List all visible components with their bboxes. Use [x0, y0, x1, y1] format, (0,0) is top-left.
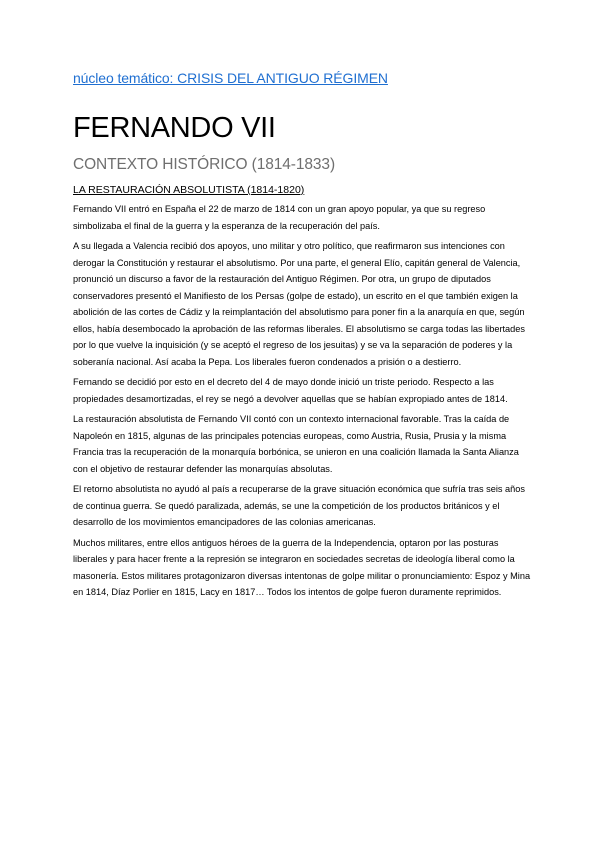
- paragraph: La restauración absolutista de Fernando VII contó con un contexto internacional favorable. Tras la caída de Napoleón en 1815, algunas de las principales potencias europeas, como Austria, Rusia, Prusia y la misma Francia tras la recuperación de la monarquía borbónica, se unieron en una coalición llamada la Santa Alianza con el objetivo de restaurar defender las monarquías absolutas.: [73, 414, 519, 474]
- paragraph: A su llegada a Valencia recibió dos apoyos, uno militar y otro político, que reafirmaron sus intenciones con derogar la Constitución y restaurar el absolutismo. Por una parte, el general Elío, capitán general de Valencia, pronunció un discurso a favor de la restauración del Antiguo Régimen. Por otra, un grupo de diputados conservadores presentó el Manifiesto de los Persas (golpe de estado), un escrito en el que también exigen la abolición de las cortes de Cádiz y la reimplantación del absolutismo para poner fin a la anarquía en que, según ellos, había desembocado la aprobación de las reformas liberales. El absolutismo se carga todas las libertades por lo que vuelve la inquisición (y se aceptó el regreso de los jesuitas) y se va la separación de poderes y la soberanía nacional. Así acaba la Pepa. Los liberales fueron condenados a prisión o a destierro.: [73, 241, 525, 367]
- context-heading: CONTEXTO HISTÓRICO (1814-1833): [73, 156, 336, 173]
- body-text: [73, 201, 533, 605]
- section-heading: LA RESTAURACIÓN ABSOLUTISTA (1814-1820): [73, 184, 305, 196]
- paragraph: Fernando VII entró en España el 22 de marzo de 1814 con un gran apoyo popular, ya que su regreso simbolizaba el final de la guerra y la esperanza de la recuperación del país.: [73, 204, 486, 231]
- paragraph: Muchos militares, entre ellos antiguos héroes de la guerra de la Independencia, optaron por las posturas liberales y para hacer frente a la represión se integraron en sociedades secretas de ideología liberal como la masonería. Estos militares protagonizaron diversas intentonas de golpe militar o pronunciamiento: Espoz y Mina en 1814, Díaz Porlier en 1815, Lacy en 1817… Todos los intentos de golpe fueron duramente reprimidos.: [73, 537, 531, 597]
- nucleo-tematico-link[interactable]: núcleo temático: CRISIS DEL ANTIGUO RÉGIMEN: [73, 70, 388, 86]
- paragraph: El retorno absolutista no ayudó al país a recuperarse de la grave situación económica que sufría tras seis años de continua guerra. Se quedó paralizada, además, se une la competición de los productos británicos y el desarrollo de los movimientos emancipadores de las colonias americanas.: [73, 484, 525, 527]
- paragraph: Fernando se decidió por esto en el decreto del 4 de mayo donde inició un triste periodo. Respecto a las propiedades desamortizadas, el rey se negó a devolver aquellas que se habían expropiado antes de 1814.: [73, 377, 508, 404]
- document-title: FERNANDO VII: [73, 112, 276, 144]
